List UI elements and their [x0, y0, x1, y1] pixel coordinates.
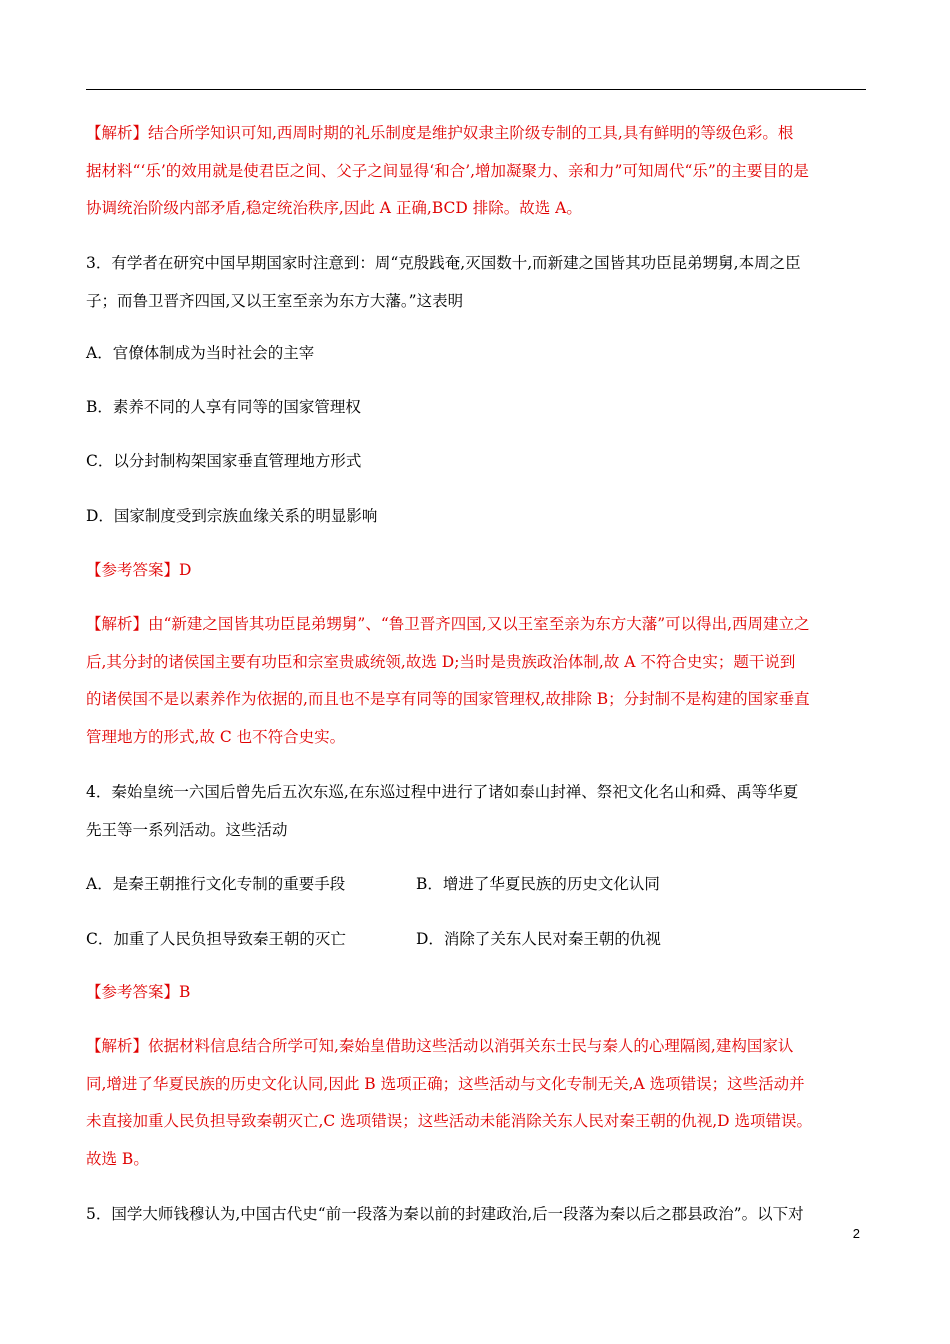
question-3-option-d	[86, 498, 866, 536]
option-text: C．以分封制构架国家垂直管理地方形式	[86, 452, 362, 470]
page-number: 2	[852, 1226, 860, 1241]
analysis-line: 同,增进了华夏民族的历史文化认同,因此 B 选项正确；这些活动与文化专制无关,A 选项错误；这些活动并	[86, 1074, 805, 1093]
analysis-line: 管理地方的形式,故 C 也不符合史实。	[86, 727, 346, 746]
analysis-line: 未直接加重人民负担导致秦朝灭亡,C 选项错误；这些活动未能消除关东人民对秦王朝的仇视,D 选项错误。	[86, 1112, 812, 1130]
analysis-line: 【解析】结合所学知识可知,西周时期的礼乐制度是维护奴隶主阶级专制的工具,具有鲜明的等级色彩。根	[86, 124, 794, 142]
stem-line: 4．秦始皇统一六国后曾先后五次东巡,在东巡过程中进行了诸如泰山封禅、祭祀文化名山和舜、禹等华夏	[86, 783, 799, 801]
stem-line: 先王等一系列活动。这些活动	[86, 820, 288, 839]
question-5-stem	[86, 1196, 866, 1234]
analysis-line: 【解析】由“新建之国皆其功臣昆弟甥舅”、“鲁卫晋齐四国,又以王室至亲为东方大藩”可以得出,西周建立之	[86, 615, 810, 633]
option-c: C．加重了人民负担导致秦王朝的灭亡	[86, 930, 346, 948]
analysis-q3	[86, 606, 866, 756]
option-text: A．官僚体制成为当时社会的主宰	[86, 344, 315, 362]
analysis-line: 【解析】依据材料信息结合所学可知,秦始皇借助这些活动以消弭关东士民与秦人的心理隔阂,建构国家认	[86, 1037, 794, 1055]
option-text: D．国家制度受到宗族血缘关系的明显影响	[86, 507, 378, 525]
analysis-line: 的诸侯国不是以素养作为依据的,而且也不是享有同等的国家管理权,故排除 B；分封制不是构建的国家垂直	[86, 690, 810, 708]
question-4-answer	[86, 974, 866, 1012]
analysis-line: 后,其分封的诸侯国主要有功臣和宗室贵戚统领,故选 D;当时是贵族政治体制,故 A 不符合史实；题干说到	[86, 652, 796, 671]
analysis-line: 故选 B。	[86, 1149, 149, 1168]
option-b: B．增进了华夏民族的历史文化认同	[416, 875, 660, 893]
option-text: B．素养不同的人享有同等的国家管理权	[86, 398, 361, 416]
question-3-option-c	[86, 443, 866, 481]
option-a: A．是秦王朝推行文化专制的重要手段	[86, 875, 346, 893]
analysis-q2	[86, 115, 866, 228]
answer-text: 【参考答案】D	[86, 561, 192, 579]
answer-text: 【参考答案】B	[86, 983, 191, 1001]
question-4-stem	[86, 774, 866, 849]
question-3-option-a	[86, 335, 866, 373]
header-rule	[86, 89, 866, 90]
stem-line: 3．有学者在研究中国早期国家时注意到：周“克殷践奄,灭国数十,而新建之国皆其功臣昆弟甥舅,本周之臣	[86, 254, 801, 272]
question-3-answer	[86, 552, 866, 590]
question-3-stem	[86, 245, 866, 320]
stem-line: 5．国学大师钱穆认为,中国古代史“前一段落为秦以前的封建政治,后一段落为秦以后之郡县政治”。以下对	[86, 1205, 804, 1223]
analysis-line: 据材料“‘乐’的效用就是使君臣之间、父子之间显得‘和合’,增加凝聚力、亲和力”可知周代“乐”的主要目的是	[86, 161, 809, 180]
question-3-option-b	[86, 389, 866, 427]
analysis-line: 协调统治阶级内部矛盾,稳定统治秩序,因此 A 正确,BCD 排除。故选 A。	[86, 199, 582, 217]
analysis-q4	[86, 1028, 866, 1178]
stem-line: 子；而鲁卫晋齐四国,又以王室至亲为东方大藩。”这表明	[86, 291, 464, 310]
option-d: D．消除了关东人民对秦王朝的仇视	[416, 930, 661, 948]
